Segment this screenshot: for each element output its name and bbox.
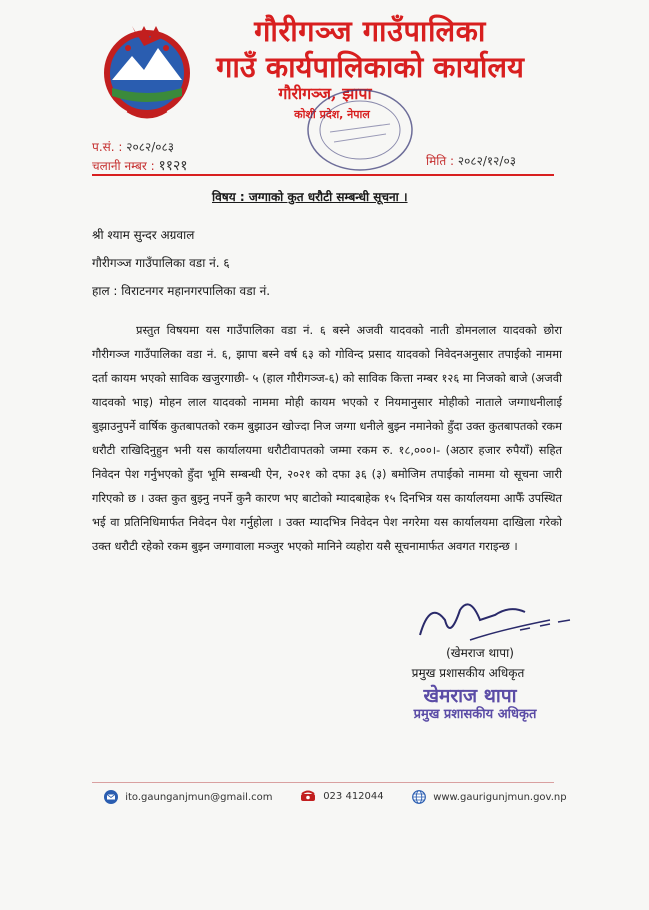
office-location: गौरीगञ्ज, झापा (278, 84, 372, 103)
recipient-address: गौरीगञ्ज गाउँपालिका वडा नं. ६ (92, 256, 230, 270)
notice-body (92, 318, 562, 558)
signatory-name: (खेमराज थापा) (446, 646, 514, 660)
dispatch-number-label: चलानी नम्बर : (92, 159, 155, 173)
subject-line: विषय : जग्गाको कुत धरौटी सम्बन्धी सूचना । (212, 190, 408, 204)
fiscal-year-value: २०८२/०८३ (126, 140, 174, 154)
date-label: मिति : (426, 154, 455, 168)
date-line (426, 152, 516, 169)
seal-name: खेमराज थापा (423, 685, 517, 707)
footer-email (104, 790, 272, 804)
website-text: www.gaurigunjmun.gov.np (433, 792, 567, 803)
dispatch-number-value: ११२१ (158, 158, 188, 174)
footer-phone (300, 790, 384, 802)
footer-divider (92, 782, 554, 783)
office-name: गाउँ कार्यपालिकाको कार्यालय (216, 50, 524, 84)
globe-icon (412, 790, 426, 804)
recipient-name: श्री श्याम सुन्दर अग्रवाल (92, 228, 195, 242)
notice-paragraph: प्रस्तुत विषयमा यस गाउँपालिका वडा नं. ६ बस्ने अजवी यादवको नाती डोमनलाल यादवको छोरा गौरीगञ्ज गाउँपालिका वडा नं. ६, झापा बस्ने वर्ष ६३ को गोविन्द प्रसाद यादवको निवेदनअनुसार तपाईको नाममा दर्ता कायम भएको साविक खजुरगाछी- ५ (हाल गौरीगञ्ज-६) को साविक कित्ता नम्बर १२६ मा निजको बाजे (अजवी यादवको भाइ) मोहन लाल यादवको नाममा मोही कायम भएको र नियमानुसार मोहीको नाताले जग्गाधनीलाई बुझाउनुपर्ने वार्षिक कुतबापतको रकम बुझाउन खोज्दा निज जग्गा धनीले बुझ्न नमानेको हुँदा उक्त कुतबापतको रकम धरौटी राखिदिनुहुन भनी यस कार्यालयमा धरौटीवापतको जम्मा रकम रु. १८,०००।- (अठार हजार रुपैयाँ) सहित निवेदन पेश गर्नुभएको हुँदा भूमि सम्बन्धी ऐन, २०२१ को दफा ३६ (३) बमोजिम तपाईको नाममा यो सूचना जारी गरिएको छ । उक्त कुत बुझ्नु नपर्ने कुनै कारण भए बाटोको म्यादबाहेक १५ दिनभित्र यस कार्यालयमा आफैँ उपस्थित भई वा प्रतिनिधिमार्फत निवेदन पेश गर्नुहोला । उक्त म्यादभित्र निवेदन पेश नगरेमा यस कार्यालयमा दाखिला गरेको उक्त धरौटी रहेको रकम बुझ्न जग्गावाला मञ्जुर भएको मानिने व्यहोरा यसै सूचनामार्फत अवगत गराइन्छ । (92, 323, 562, 553)
dispatch-number-line (92, 156, 188, 175)
email-text: ito.gaunganjmun@gmail.com (125, 792, 273, 803)
municipality-name: गौरीगञ्ज गाउँपालिका (254, 14, 486, 48)
handwritten-signature-icon (400, 590, 600, 650)
date-value: २०८२/१२/०३ (457, 154, 516, 168)
fiscal-year-line (92, 138, 174, 155)
office-stamp-icon (300, 82, 418, 178)
signatory-title: प्रमुख प्रशासकीय अधिकृत (411, 666, 525, 680)
phone-text: 023 412044 (323, 791, 384, 802)
seal-title: प्रमुख प्रशासकीय अधिकृत (413, 707, 537, 722)
header-divider (92, 174, 554, 176)
phone-icon (300, 790, 316, 802)
recipient-current-address: हाल : विराटनगर महानगरपालिका वडा नं. (92, 284, 271, 298)
footer-website (412, 790, 567, 804)
fiscal-year-label: प.सं. : (92, 140, 123, 154)
office-province: कोशी प्रदेश, नेपाल (294, 108, 370, 121)
email-icon (104, 790, 118, 804)
